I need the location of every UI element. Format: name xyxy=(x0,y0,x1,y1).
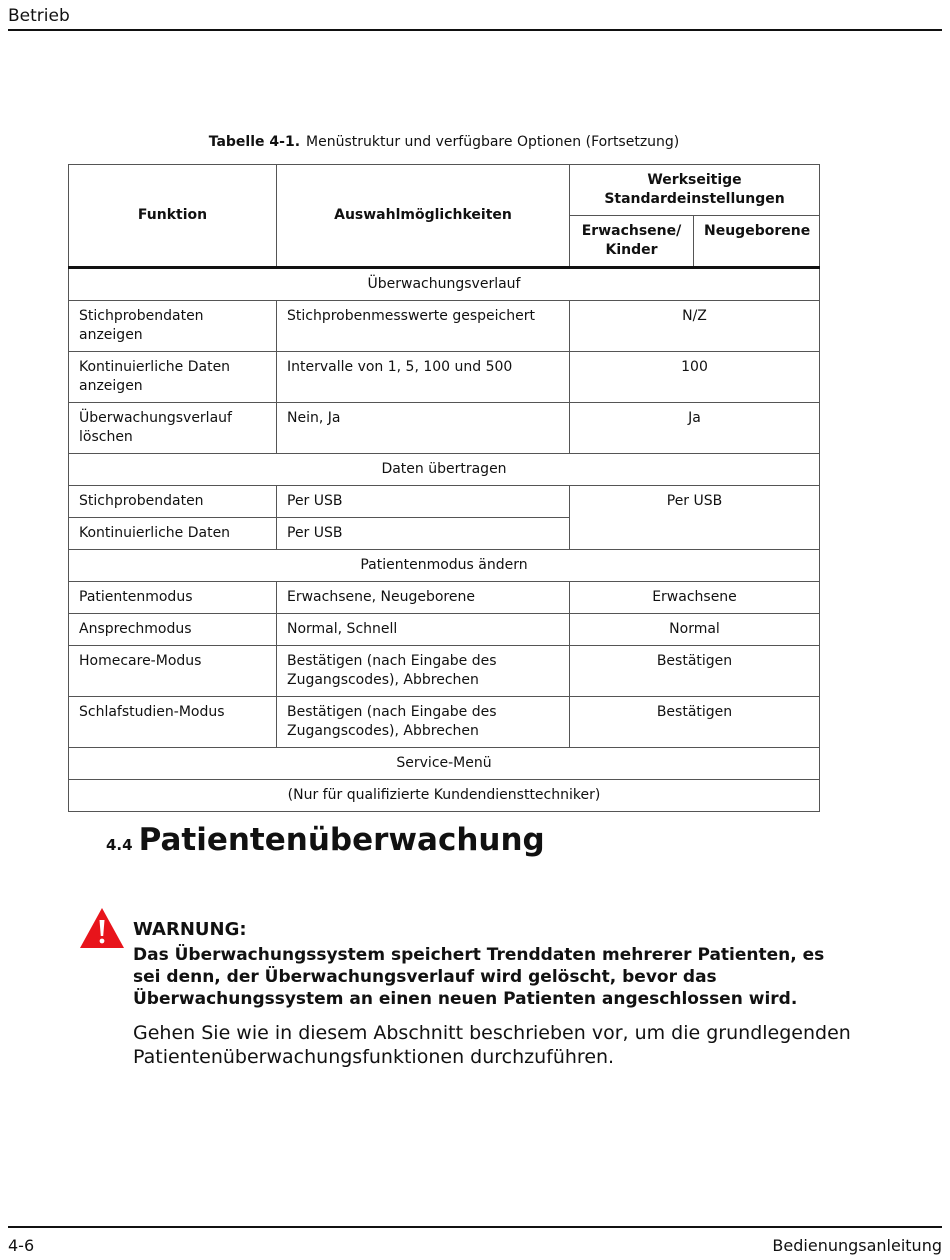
header-neugeborene: Neugeborene xyxy=(694,216,820,268)
warning-triangle-icon xyxy=(78,906,126,950)
table-caption-text: Menüstruktur und verfügbare Optionen (Fortsetzung) xyxy=(306,134,680,150)
cell-funktion: Homecare-Modus xyxy=(69,646,277,697)
cell-auswahl: Bestätigen (nach Eingabe des Zugangscodes), Abbrechen xyxy=(277,646,570,697)
cell-funktion: Patientenmodus xyxy=(69,582,277,614)
table-row xyxy=(69,582,820,614)
table-caption xyxy=(0,134,888,150)
table-row xyxy=(69,403,820,454)
page-number: 4-6 xyxy=(8,1236,35,1255)
cell-default: Normal xyxy=(570,614,820,646)
table-header-row xyxy=(69,165,820,216)
section-row xyxy=(69,454,820,486)
header-werkseitig: Werkseitige Standardeinstellungen xyxy=(570,165,820,216)
header-funktion: Funktion xyxy=(69,165,277,268)
menu-structure-table xyxy=(68,164,820,812)
section-number: 4.4 xyxy=(106,836,133,854)
cell-funktion: Stichprobendaten xyxy=(69,486,277,518)
cell-auswahl: Erwachsene, Neugeborene xyxy=(277,582,570,614)
table-row xyxy=(69,697,820,748)
section-row xyxy=(69,780,820,812)
section-row xyxy=(69,268,820,301)
section-service-note: (Nur für qualifizierte Kundendiensttechniker) xyxy=(69,780,820,812)
cell-default: Bestätigen xyxy=(570,646,820,697)
table-row xyxy=(69,614,820,646)
cell-auswahl: Stichprobenmesswerte gespeichert xyxy=(277,301,570,352)
table-row xyxy=(69,486,820,518)
running-header: Betrieb xyxy=(8,6,70,26)
cell-funktion: Stichprobendaten anzeigen xyxy=(69,301,277,352)
cell-funktion: Ansprechmodus xyxy=(69,614,277,646)
body-paragraph: Gehen Sie wie in diesem Abschnitt beschrieben vor, um die grundlegenden Patientenüberwachungsfunktionen durchzuführen. xyxy=(133,1022,851,1068)
cell-default: Erwachsene xyxy=(570,582,820,614)
section-service: Service-Menü xyxy=(69,748,820,780)
manual-title: Bedienungsanleitung xyxy=(772,1236,942,1255)
table-row xyxy=(69,646,820,697)
warning-text: Das Überwachungssystem speichert Trenddaten mehrerer Patienten, es sei denn, der Überwachungsverlauf wird gelöscht, bevor das Überwachungssystem an einen neuen Patienten angeschlossen wird. xyxy=(133,945,825,1009)
footer-rule xyxy=(8,1226,942,1228)
section-row xyxy=(69,748,820,780)
cell-auswahl: Intervalle von 1, 5, 100 und 500 xyxy=(277,352,570,403)
header-erwachsene: Erwachsene/ Kinder xyxy=(570,216,694,268)
table-row xyxy=(69,301,820,352)
cell-auswahl: Nein, Ja xyxy=(277,403,570,454)
section-modus: Patientenmodus ändern xyxy=(69,550,820,582)
header-rule xyxy=(8,29,942,31)
section-verlauf: Überwachungsverlauf xyxy=(69,268,820,301)
cell-default: Ja xyxy=(570,403,820,454)
header-auswahl: Auswahlmöglichkeiten xyxy=(277,165,570,268)
cell-funktion: Kontinuierliche Daten anzeigen xyxy=(69,352,277,403)
cell-auswahl: Normal, Schnell xyxy=(277,614,570,646)
cell-default: Bestätigen xyxy=(570,697,820,748)
cell-auswahl: Bestätigen (nach Eingabe des Zugangscodes), Abbrechen xyxy=(277,697,570,748)
section-row xyxy=(69,550,820,582)
section-daten: Daten übertragen xyxy=(69,454,820,486)
cell-default: 100 xyxy=(570,352,820,403)
cell-auswahl: Per USB xyxy=(277,486,570,518)
cell-funktion: Schlafstudien-Modus xyxy=(69,697,277,748)
cell-funktion: Kontinuierliche Daten xyxy=(69,518,277,550)
table-row xyxy=(69,352,820,403)
section-title: Patientenüberwachung xyxy=(138,822,545,858)
warning-title: WARNUNG: xyxy=(133,919,247,940)
cell-auswahl: Per USB xyxy=(277,518,570,550)
table-caption-label: Tabelle 4-1. xyxy=(208,134,301,150)
cell-funktion: Überwachungsverlauf löschen xyxy=(69,403,277,454)
section-heading xyxy=(106,822,545,858)
cell-default: N/Z xyxy=(570,301,820,352)
cell-default: Per USB xyxy=(570,486,820,550)
